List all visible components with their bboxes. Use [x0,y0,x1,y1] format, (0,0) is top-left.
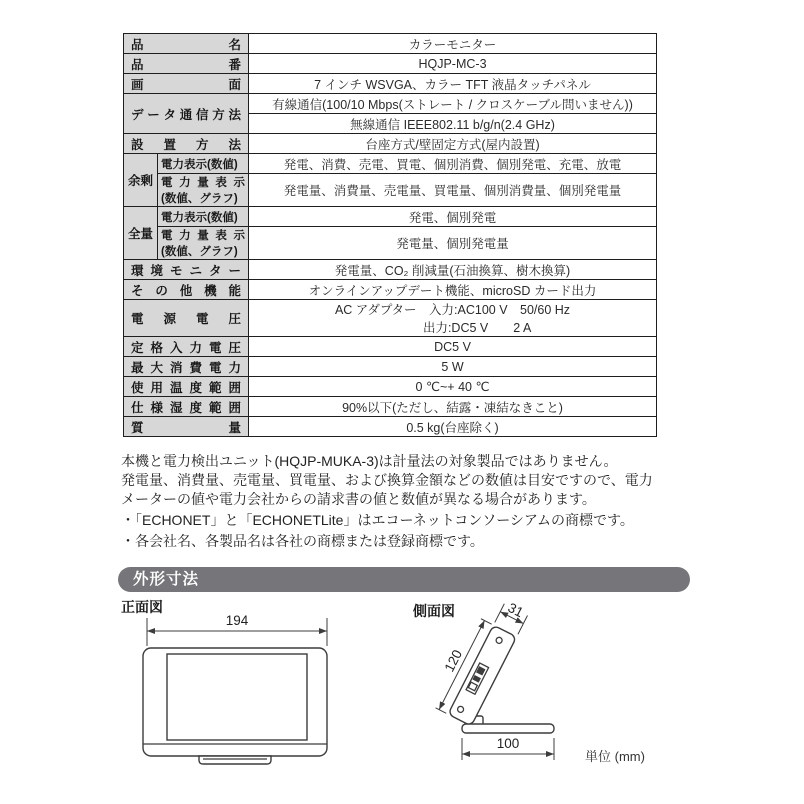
spec-value: 発電、個別発電 [249,207,657,227]
row-max-power [124,357,657,377]
row-installation [124,134,657,154]
spec-table [123,33,657,437]
power-supply-line2: 出力:DC5 V 2 A [422,321,532,335]
note-line: ・各会社名、各製品名は各社の商標または登録商標です。 [121,533,484,550]
note-line: 本機と電力検出ユニット(HQJP-MUKA-3)は計量法の対象製品ではありません。 [121,453,618,469]
spec-value: 0.5 kg(台座除く) [249,417,657,437]
sublabel-line1: 電 力 量 表 示 [161,177,246,189]
spec-value: 発電量、消費量、売電量、買電量、個別消費量、個別発電量 [249,174,657,207]
row-data-comm-wired [124,94,657,114]
spec-value: 5 W [249,357,657,377]
spec-value [249,300,657,337]
unit-label: 単位 (mm) [585,749,645,764]
spec-sublabel: 電力表示(数値) [158,207,249,227]
note-line: 発電量、消費量、売電量、買電量、および換算金額などの数値は目安ですので、電力 [121,471,653,488]
row-other-func [124,280,657,300]
row-env-monitor [124,260,657,280]
row-product-no [124,54,657,74]
section-title: 外形寸法 [133,571,200,588]
spec-group-label: 全量 [124,207,158,260]
front-view-diagram [135,610,345,775]
spec-label: 環 境 モ ニ タ ー [124,260,249,280]
row-weight [124,417,657,437]
spec-value: 0 ℃~+ 40 ℃ [249,377,657,397]
power-supply-line1: AC アダプター 入力:AC100 V 50/60 Hz [334,303,571,317]
spec-value: 無線通信 IEEE802.11 b/g/n(2.4 GHz) [249,114,657,134]
spec-label: 画 面 [124,74,249,94]
spec-label: 品 番 [124,54,249,74]
front-width-dim: 194 [225,613,249,628]
side-base-dim: 100 [496,736,520,751]
note-line: メーターの値や電力会社からの請求書の値と数値が異なる場合があります。 [121,490,596,507]
spec-value: 7 インチ WSVGA、カラー TFT 液晶タッチパネル [249,74,657,94]
spec-label: 設 置 方 法 [124,134,249,154]
row-product-name [124,34,657,54]
spec-label: 電 源 電 圧 [124,300,249,337]
row-rated-input [124,337,657,357]
spec-label: 仕 様 湿 度 範 囲 [124,397,249,417]
spec-label: 品 名 [124,34,249,54]
spec-value: 台座方式/壁固定方式(屋内設置) [249,134,657,154]
spec-group-label: 余剰 [124,154,158,207]
spec-label: デ ー タ 通 信 方 法 [124,94,249,134]
note-line: ・「ECHONET」と「ECHONETLite」はエコーネットコンソーシアムの商標です。 [121,511,634,528]
spec-label: 最 大 消 費 電 力 [124,357,249,377]
sublabel-line1: 電 力 量 表 示 [161,230,246,242]
spec-value: 発電量、個別発電量 [249,227,657,260]
spec-sublabel [158,174,249,207]
row-surplus-energy [124,174,657,207]
spec-value: 発電量、CO₂ 削減量(石油換算、樹木換算) [249,260,657,280]
section-header-dimensions [118,567,690,592]
row-total-power [124,207,657,227]
spec-value: オンラインアップデート機能、microSD カード出力 [249,280,657,300]
side-height-dim: 120 [441,647,466,675]
spec-value: DC5 V [249,337,657,357]
spec-value: 発電、消費、売電、買電、個別消費、個別発電、充電、放電 [249,154,657,174]
spec-value: 90%以下(ただし、結露・凍結なきこと) [249,397,657,417]
side-depth-dim: 31 [505,599,526,621]
spec-sublabel [158,227,249,260]
spec-sublabel: 電力表示(数値) [158,154,249,174]
front-view-label: 正面図 [121,599,163,615]
row-temp-range [124,377,657,397]
row-surplus-power [124,154,657,174]
side-view-label: 側面図 [413,603,455,619]
sublabel-line2: (数値、グラフ) [161,193,238,205]
spec-value: HQJP-MC-3 [249,54,657,74]
notes-block [121,452,681,551]
spec-label: そ の 他 機 能 [124,280,249,300]
spec-label: 定 格 入 力 電 圧 [124,337,249,357]
spec-label: 使 用 温 度 範 囲 [124,377,249,397]
row-power-supply [124,300,657,337]
row-humidity [124,397,657,417]
spec-label: 質 量 [124,417,249,437]
sublabel-line2: (数値、グラフ) [161,246,238,258]
row-total-energy [124,227,657,260]
row-screen [124,74,657,94]
spec-value: 有線通信(100/10 Mbps(ストレート / クロスケーブル問いません)) [249,94,657,114]
spec-value: カラーモニター [249,34,657,54]
